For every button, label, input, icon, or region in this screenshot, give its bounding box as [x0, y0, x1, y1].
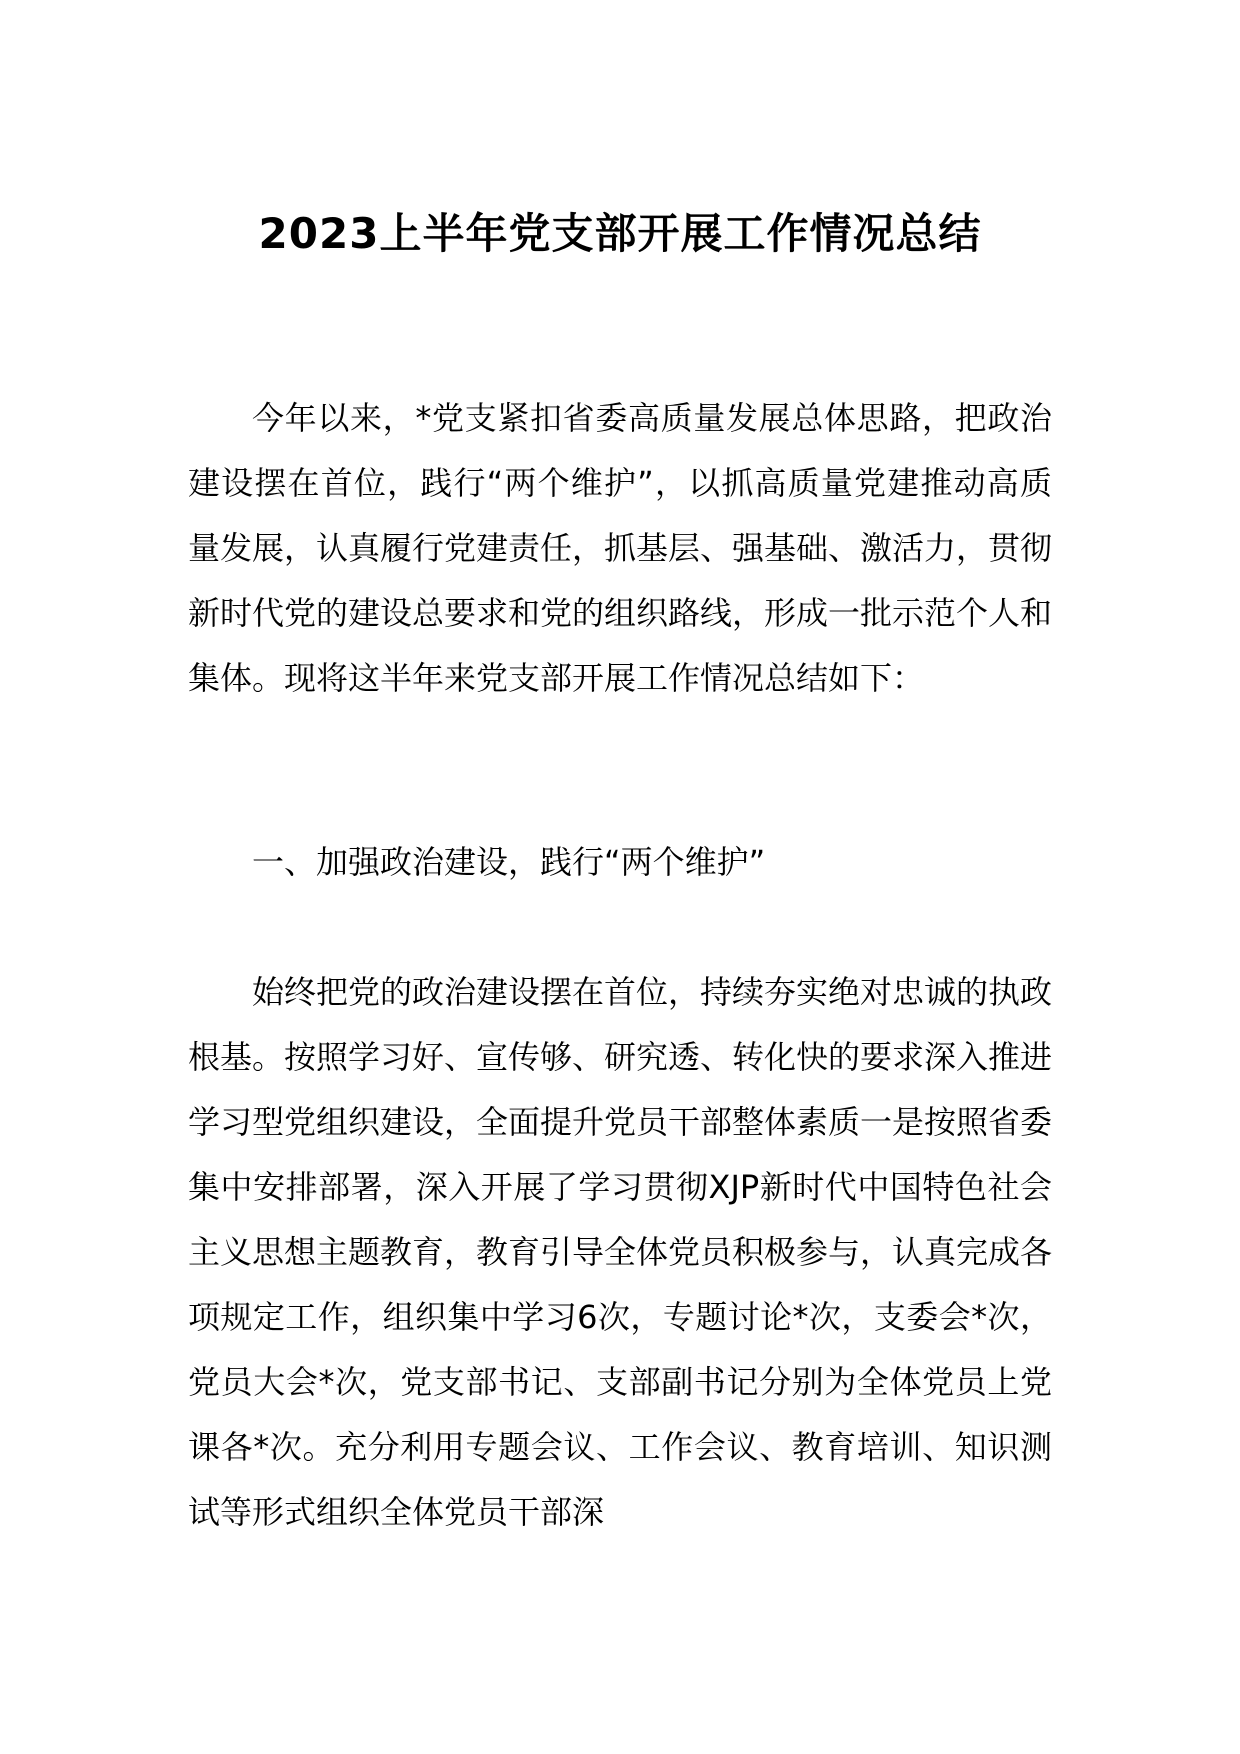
document-title: 2023上半年党支部开展工作情况总结: [258, 209, 982, 258]
section-heading: 一、加强政治建设，践行“两个维护”: [252, 843, 766, 881]
section-paragraph: 始终把党的政治建设摆在首位，持续夯实绝对忠诚的执政根基。按照学习好、宣传够、研究透、转化快的要求深入推进学习型党组织建设，全面提升党员干部整体素质一是按照省委集中安排部署，深入开展了学习贯彻XJP新时代中国特色社会主义思想主题教育，教育引导全体党员积极参与，认真完成各项规定工作，组织集中学习6次，专题讨论*次，支委会*次，党员大会*次，党支部书记、支部副书记分别为全体党员上党课各*次。充分利用专题会议、工作会议、教育培训、知识测试等形式组织全体党员干部深: [188, 973, 1053, 1531]
intro-paragraph: 今年以来，*党支紧扣省委高质量发展总体思路，把政治建设摆在首位，践行“两个维护”，以抓高质量党建推动高质量发展，认真履行党建责任，抓基层、强基础、激活力，贯彻新时代党的建设总要求和党的组织路线，形成一批示范个人和集体。现将这半年来党支部开展工作情况总结如下：: [188, 399, 1053, 697]
